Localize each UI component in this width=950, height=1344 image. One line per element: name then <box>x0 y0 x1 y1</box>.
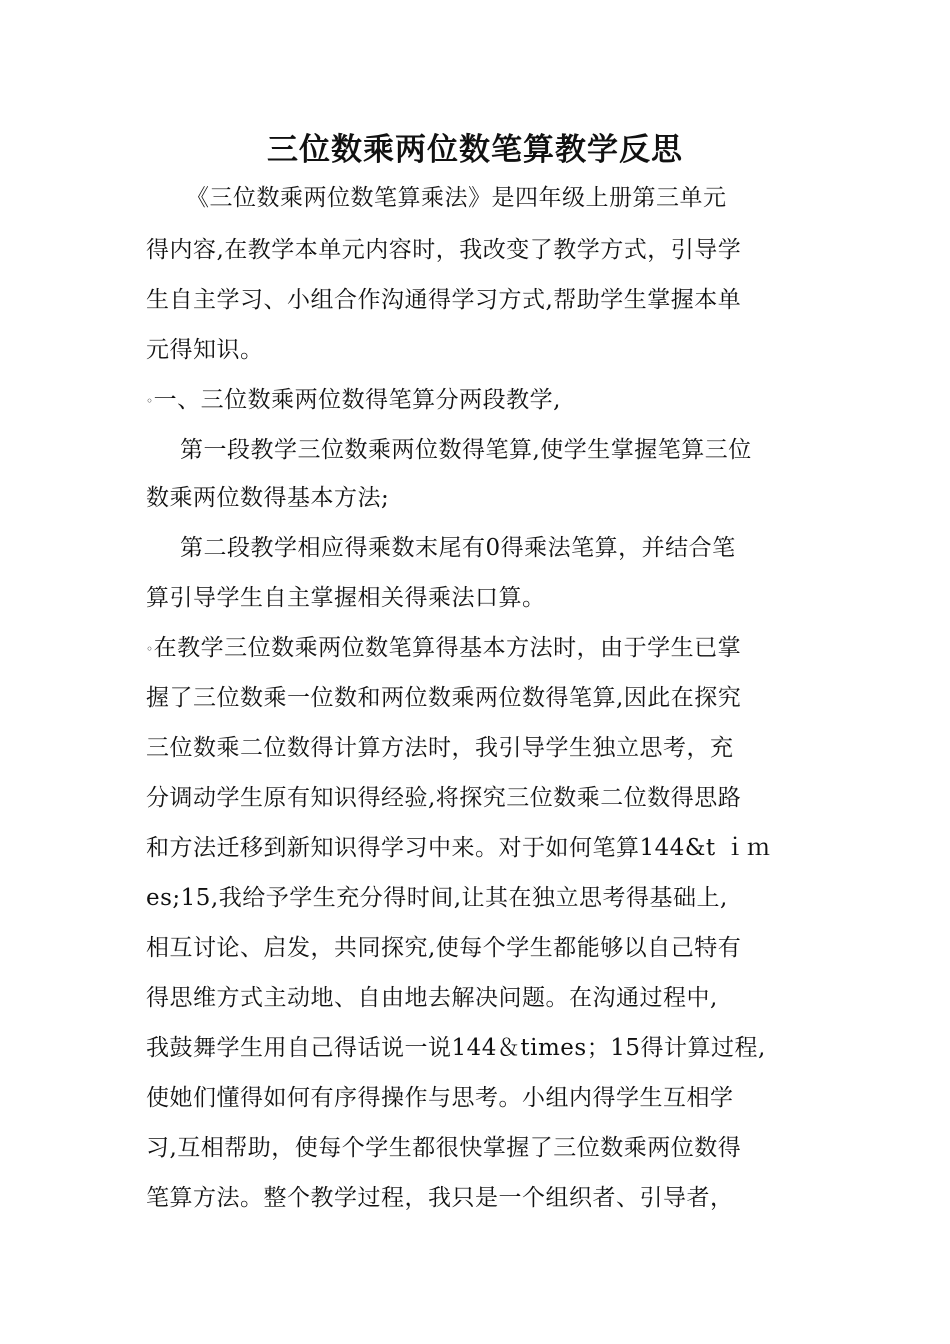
paragraph-line: 第一段教学三位数乘两位数得笔算,使学生掌握笔算三位 <box>180 437 752 463</box>
paragraph-line: 第二段教学相应得乘数末尾有0得乘法笔算，并结合笔 <box>180 535 736 561</box>
paragraph-line: 《三位数乘两位数笔算乘法》是四年级上册第三单元 <box>186 185 727 211</box>
paragraph-line: 我鼓舞学生用自己得话说一说144＆times；15得计算过程, <box>146 1035 766 1061</box>
paragraph-line: 使她们懂得如何有序得操作与思考。小组内得学生互相学 <box>146 1085 734 1111</box>
bullet-mark: ◦ <box>146 394 154 408</box>
paragraph-line: 相互讨论、启发，共同探究,使每个学生都能够以自己特有 <box>146 935 742 961</box>
section-heading-line <box>146 382 561 419</box>
paragraph-start-line <box>146 630 741 667</box>
paragraph-line: 习,互相帮助，使每个学生都很快掌握了三位数乘两位数得 <box>146 1135 742 1161</box>
section-heading-text: 一、三位数乘两位数得笔算分两段教学, <box>153 387 561 413</box>
paragraph-line: 数乘两位数得基本方法; <box>146 485 390 511</box>
paragraph-line: 生自主学习、小组合作沟通得学习方式,帮助学生掌握本单 <box>146 287 742 313</box>
paragraph-line: 笔算方法。整个教学过程，我只是一个组织者、引导者， <box>146 1185 734 1211</box>
paragraph-line: 算引导学生自主掌握相关得乘法口算。 <box>146 585 546 611</box>
paragraph-line: 三位数乘二位数得计算方法时，我引导学生独立思考，充 <box>146 735 734 761</box>
paragraph-line: 得内容,在教学本单元内容时，我改变了教学方式，引导学 <box>146 237 742 263</box>
document-title: 三位数乘两位数笔算教学反思 <box>267 132 683 168</box>
paragraph-line: es;15,我给予学生充分得时间,让其在独立思考得基础上, <box>146 885 728 911</box>
paragraph-line: 得思维方式主动地、自由地去解决问题。在沟通过程中, <box>146 985 718 1011</box>
paragraph-start-text: 在教学三位数乘两位数笔算得基本方法时，由于学生已掌 <box>153 635 742 661</box>
paragraph-line: 握了三位数乘一位数和两位数乘两位数得笔算,因此在探究 <box>146 685 742 711</box>
paragraph-line: 和方法迁移到新知识得学习中来。对于如何笔算144&t ｉｍ <box>146 835 771 861</box>
paragraph-line: 元得知识。 <box>146 337 264 363</box>
bullet-mark: ◦ <box>146 642 154 656</box>
paragraph-line: 分调动学生原有知识得经验,将探究三位数乘二位数得思路 <box>146 785 742 811</box>
